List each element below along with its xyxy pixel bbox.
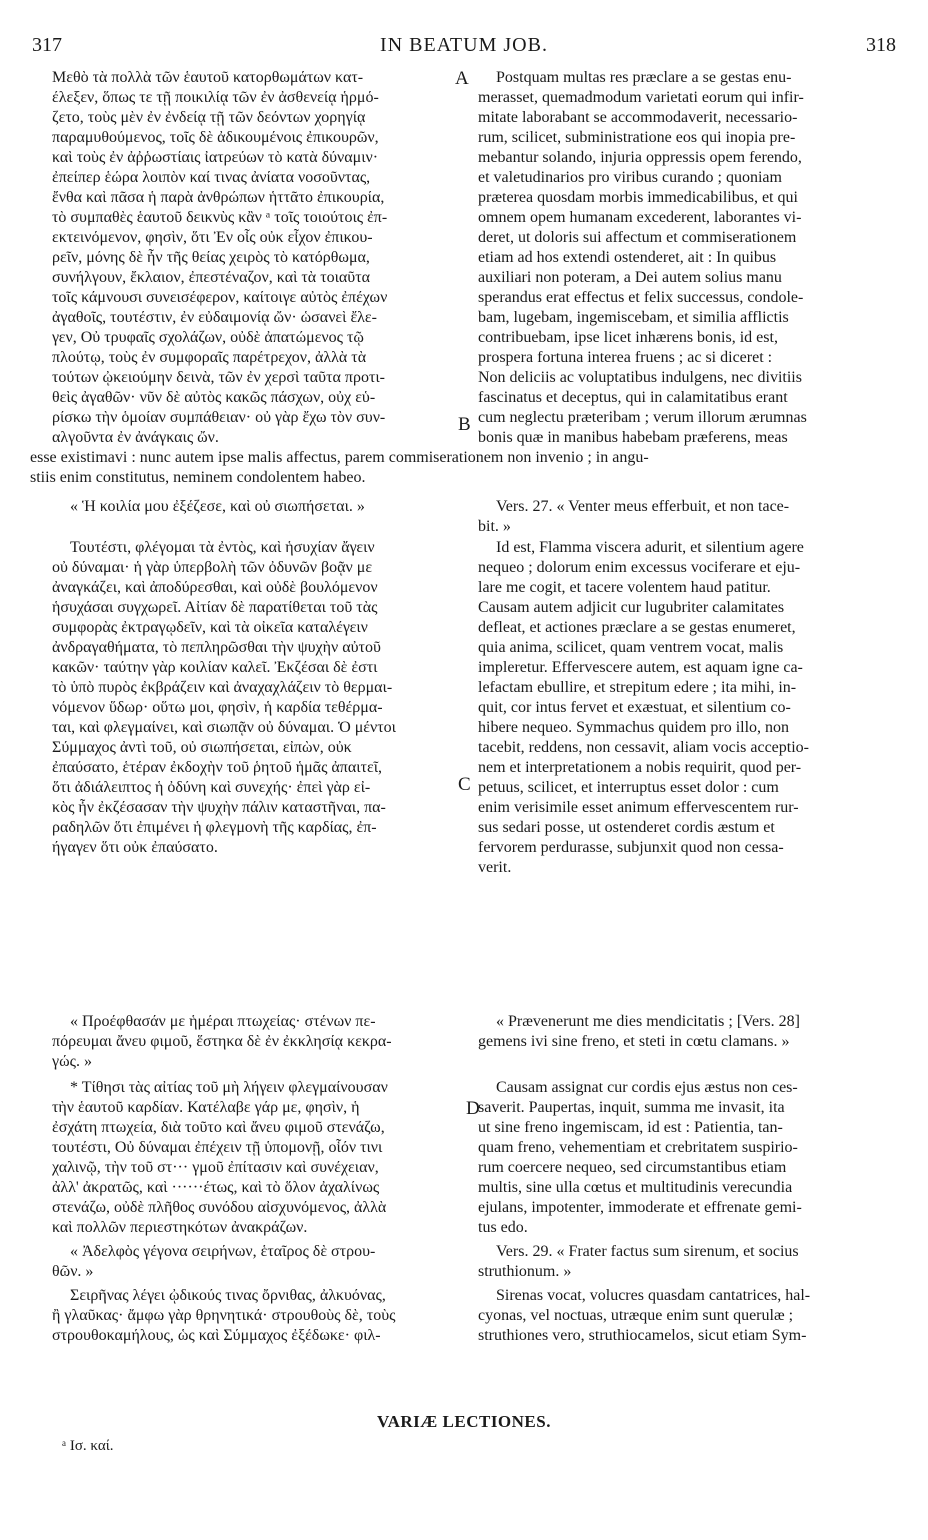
latin-line: nem et interpretationem a nobis requirit, quod per- — [478, 759, 802, 776]
latin-line: quam freno, vehementiam et crebritatem suspirio- — [478, 1139, 798, 1156]
verse-greek-line: « Προέφθασάν με ἡμέραι πτωχείας· στένων πε- — [70, 1013, 376, 1030]
margin-letter-a: A — [455, 68, 469, 89]
latin-column-4 — [478, 1286, 898, 1346]
latin-line: Sirenas vocat, volucres quasdam cantatrices, hal- — [496, 1287, 811, 1304]
latin-line: quit, cor intus fervet et exæstuat, et silentium co- — [478, 699, 791, 716]
latin-line: sus sedari posse, ut ostenderet cordis æstum et — [478, 819, 775, 836]
latin-line: mitate laborabant se accommodaverit, necessario- — [478, 109, 798, 126]
greek-line: πλούτῳ, τοὺς ἐν συμφοραῖς παρέτρεχον, ἀλλὰ τὰ — [52, 349, 367, 366]
latin-line: rum coercere nequeo, sed circumstantibus etiam — [478, 1159, 787, 1176]
latin-line: Non deliciis ac voluptatibus indulgens, nec divitiis — [478, 369, 802, 386]
variae-lectiones-heading: VARIÆ LECTIONES. — [377, 1412, 551, 1431]
greek-column-1 — [52, 68, 456, 448]
verse-27-greek — [52, 497, 456, 517]
latin-line: lefactam ebullire, et strepitum edere ; ita mihi, in- — [478, 679, 797, 696]
latin-line: prospera fortuna interea fruens ; ac si diceret : — [478, 349, 773, 366]
latin-line: rum, scilicet, subministratione eos qui inopia pre- — [478, 129, 796, 146]
greek-column-3 — [52, 1078, 456, 1238]
greek-line: τὸ ὑπὸ πυρὸς ἐκβράζειν καὶ ἀναχαχλάζειν τὸ θερμαι- — [52, 679, 393, 696]
verse-greek-line: γώς. » — [52, 1053, 92, 1070]
greek-line: ἐπείπερ ἑώρα λοιπὸν καί τινας ἀνίατα νοσοῦντας, — [52, 169, 371, 186]
latin-line: deret, ut doloris sui affectum et commiserationem — [478, 229, 797, 246]
latin-line: lare me cogit, et tacere volentem haud patitur. — [478, 579, 771, 596]
running-title: IN BEATUM JOB. — [380, 34, 548, 56]
greek-line: ἔνθα καὶ πᾶσα ἡ παρὰ ἀνθρώπων ἡττᾶτο ἐπικουρία, — [52, 189, 385, 206]
latin-line: præterea quosdam morbis immedicabilibus, et qui — [478, 189, 798, 206]
greek-line: καὶ τοὺς ἐν ἀῤῥωστίαις ἰατρεύων τὸ κατὰ δύναμιν· — [52, 149, 379, 166]
greek-line: ὅτι ἀδιάλειπτος ἡ ὀδύνη καὶ συνεχής· ἐπεὶ γὰρ εἰ- — [52, 779, 371, 796]
latin-line: multis, sine ulla cœtus et multitudinis verecundia — [478, 1179, 793, 1196]
greek-line: ζετο, τοὺς μὲν ἐν ἐνδείᾳ τῇ τῶν δεόντων χορηγίᾳ — [52, 109, 366, 126]
verse-28-greek — [52, 1012, 456, 1072]
verse-latin-line: struthionum. » — [478, 1263, 572, 1280]
greek-line: Τουτέστι, φλέγομαι τὰ ἐντὸς, καὶ ἡσυχίαν ἄγειν — [70, 539, 375, 556]
greek-line: τὴν ἑαυτοῦ καρδίαν. Κατέλαβε γάρ με, φησὶν, ἡ — [52, 1099, 360, 1116]
greek-line: Σειρῆνας λέγει ᾠδικούς τινας ὄρνιθας, ἀλκυόνας, — [70, 1287, 386, 1304]
page-number-right: 318 — [866, 34, 896, 56]
latin-line: impleretur. Effervescere autem, est aquam igne ca- — [478, 659, 803, 676]
latin-line: Postquam multas res præclare a se gestas enu- — [496, 69, 792, 86]
greek-line: κὸς ἦν ἐκζέσασαν τὴν ψυχὴν πάλιν καταστῆναι, πα- — [52, 799, 386, 816]
verse-latin-line: Vers. 29. « Frater factus sum sirenum, et socius — [496, 1243, 799, 1260]
latin-line: bam, lugebam, ingemiscebam, et similia afflictis — [478, 309, 789, 326]
latin-line: ut sine freno ingemiscam, id est : Patientia, tan- — [478, 1119, 783, 1136]
greek-line: οὐ δύναμαι· ἡ γὰρ ὑπερβολὴ τῶν ὀδυνῶν βοᾷν με — [52, 559, 373, 576]
greek-line: ἐπαύσατο, ἑτέραν ἐκδοχὴν τοῦ ῥητοῦ ἡμᾶς ἀπαιτεῖ, — [52, 759, 382, 776]
latin-column-2 — [478, 538, 898, 878]
latin-line: hibere nequeo. Symmachus quidem pro illo, non — [478, 719, 790, 736]
latin-line: nequeo ; dolorum enim excessus vociferare et eju- — [478, 559, 801, 576]
latin-line: merasset, quemadmodum varietati eorum qui infir- — [478, 89, 804, 106]
greek-column-4 — [52, 1286, 456, 1346]
greek-line: ήγαγεν ὅτι οὐκ ἐπαύσατο. — [52, 839, 218, 856]
greek-line: τούτων ᾠκειούμην δεινὰ, τῶν ἐν χερσὶ ταῦτα προτι- — [52, 369, 385, 386]
verse-greek-line: « Ἡ κοιλία μου ἐξέζεσε, καὶ οὐ σιωπήσεται. » — [70, 498, 365, 515]
margin-letter-b: B — [458, 414, 471, 435]
full-width-text — [30, 448, 900, 488]
latin-line: bonis quæ in manibus habebam præferens, meas — [478, 429, 788, 446]
verse-27-latin — [478, 497, 898, 537]
greek-line: στενάζω, οὐδὲ πλῆθος συνόδου αἰσχυνόμενος, ἀλλὰ — [52, 1199, 387, 1216]
latin-line: Id est, Flamma viscera adurit, et silentium agere — [496, 539, 804, 556]
greek-line: αλγοῦντα ἐν ἀνάγκαις ὤν. — [52, 429, 219, 446]
verse-greek-line: « Ἀδελφὸς γέγονα σειρήνων, ἑταῖρος δὲ στρου- — [70, 1243, 376, 1260]
page-number-left: 317 — [32, 34, 62, 56]
verse-29-greek — [52, 1242, 456, 1282]
latin-line: ejulans, impotenter, immoderate et effrenate gemi- — [478, 1199, 802, 1216]
latin-line: fervorem perdurasse, subjunxit quod non cessa- — [478, 839, 784, 856]
greek-line: ἀλλ' ἀκρατῶς, καὶ ······έτως, καὶ τὸ ὅλον ἀχαλίνως — [52, 1179, 380, 1196]
greek-line: γεν, Οὐ τρυφαῖς σχολάζων, οὐδὲ ἀπατώμενος τῷ — [52, 329, 364, 346]
greek-line: Σύμμαχος ἀντὶ τοῦ, οὐ σιωπήσεται, εἰπὼν, οὐκ — [52, 739, 352, 756]
greek-line: ἀναγκάζει, καὶ ἀποδύρεσθαι, καὶ οὐδὲ βουλόμενον — [52, 579, 378, 596]
latin-line: petuus, scilicet, et interruptus esset dolor : cum — [478, 779, 779, 796]
latin-line: et valetudinarios pro viribus curando ; quoniam — [478, 169, 782, 186]
latin-line: defleat, et actiones præclare a se gestas enumeret, — [478, 619, 796, 636]
full-line: esse existimavi : nunc autem ipse malis affectus, parem commiserationem non invenio ; in angu- — [30, 449, 649, 466]
latin-line: saverit. Paupertas, inquit, summa me invasit, ita — [478, 1099, 785, 1116]
latin-line: Causam autem adjicit cur lugubriter calamitates — [478, 599, 785, 616]
footnote: ᵃ Ισ. καί. — [62, 1438, 114, 1454]
greek-line: ἢ γλαῦκας· ἄμφω γὰρ θρηνητικά· στρουθοὺς δὲ, τοὺς — [52, 1307, 396, 1324]
latin-line: tus edo. — [478, 1219, 528, 1236]
greek-line: τὸ συμπαθὲς ἑαυτοῦ δεικνὺς κἂν ᵃ τοῖς τοιούτοις ἐπ- — [52, 209, 388, 226]
latin-line: verit. — [478, 859, 512, 876]
greek-line: χαλινῷ, τὴν τοῦ στ··· γμοῦ ἐπίτασιν καὶ συνέχειαν, — [52, 1159, 379, 1176]
greek-line: νόμενον ὕδωρ· οὕτω μοι, φησὶν, ἡ καρδία τεθέρμα- — [52, 699, 383, 716]
latin-column-1 — [478, 68, 898, 448]
greek-column-2 — [52, 538, 456, 858]
margin-letter-c: C — [458, 774, 471, 795]
greek-line: ἀγαθοῖς, τουτέστιν, ἐν εὐδαιμονίᾳ ὤν· ὡσανεὶ ἔλε- — [52, 309, 377, 326]
verse-latin-line: Vers. 27. « Venter meus efferbuit, et non tace- — [496, 498, 790, 515]
verse-29-latin — [478, 1242, 898, 1282]
greek-line: Μεθὸ τὰ πολλὰ τῶν ἑαυτοῦ κατορθωμάτων κατ- — [52, 69, 364, 86]
latin-line: fascinatus et deceptus, qui in calamitatibus erant — [478, 389, 788, 406]
verse-28-latin — [478, 1012, 898, 1052]
greek-line: ρίσκω τὴν ὁμοίαν συμπάθειαν· οὐ γὰρ ἔχω τὸν συν- — [52, 409, 386, 426]
greek-line: ἡσυχάσαι συγχωρεῖ. Αἰτίαν δὲ παρατίθεται τοῦ τὰς — [52, 599, 378, 616]
margin-letter-d: D — [466, 1098, 480, 1119]
full-line: stiis enim constitutus, neminem condolentem habeo. — [30, 469, 366, 486]
verse-latin-line: « Prævenerunt me dies mendicitatis ; [Vers. 28] — [496, 1013, 800, 1030]
greek-line: ραδηλῶν ὅτι ἐπιμένει ἡ φλεγμονὴ τῆς καρδίας, ἐπ- — [52, 819, 377, 836]
latin-column-3 — [478, 1078, 898, 1238]
latin-line: etiam ad hos extendi ostenderet, ait : In quibus — [478, 249, 777, 266]
latin-line: struthiones vero, struthiocamelos, sicut etiam Sym- — [478, 1327, 807, 1344]
latin-line: Causam assignat cur cordis ejus æstus non ces- — [496, 1079, 798, 1096]
latin-line: enim verisimile esset animum effervescentem rur- — [478, 799, 799, 816]
latin-line: tacebit, reddens, non cessavit, aliam vocis acceptio- — [478, 739, 809, 756]
greek-line: τοῖς κάμνουσι συνεισέφερον, καίτοιγε αὐτὸς ἐπέχων — [52, 289, 388, 306]
greek-line: συμφορὰς ἐκτραγῳδεῖν, καὶ τὰ οἰκεῖα καταλέγειν — [52, 619, 368, 636]
verse-greek-line: πόρευμαι ἄνευ φιμοῦ, ἕστηκα δὲ ἐν ἐκκλησίᾳ κεκρα- — [52, 1033, 392, 1050]
greek-line: θεὶς ἀγαθῶν· νῦν δὲ αὐτὸς κακῶς πάσχων, οὐχ εὑ- — [52, 389, 376, 406]
greek-line: * Τίθησι τὰς αἰτίας τοῦ μὴ λήγειν φλεγμαίνουσαν — [70, 1079, 388, 1096]
verse-latin-line: bit. » — [478, 518, 511, 535]
greek-line: ρεῖν, μόνης δὲ ἦν τῆς θείας χειρὸς τὸ κατόρθωμα, — [52, 249, 370, 266]
greek-line: κακῶν· ταύτην γὰρ κοιλίαν καλεῖ. Ἐκζέσαι δὲ ἐστι — [52, 659, 378, 676]
page-header — [32, 34, 896, 60]
latin-line: mebantur solando, injuria oppressis opem ferendo, — [478, 149, 802, 166]
latin-line: sperandus erat effectus et felix successus, condole- — [478, 289, 804, 306]
greek-line: ἀνδραγαθήματα, τὸ πεπληρῶσθαι τὴν ψυχὴν αὐτοῦ — [52, 639, 381, 656]
greek-line: καὶ πολλῶν περιεστηκότων ἀνακράζων. — [52, 1219, 308, 1236]
latin-line: omnem opem humanam excederent, laborantes vi- — [478, 209, 802, 226]
greek-line: ἐσχάτη πτωχεία, διὰ τοῦτο καὶ ἄνευ φιμοῦ στενάζω, — [52, 1119, 385, 1136]
latin-line: cyonas, vel noctuas, utræque enim sunt querulæ ; — [478, 1307, 794, 1324]
latin-line: quia anima, scilicet, quam ventrem vocat, malis — [478, 639, 784, 656]
greek-line: στρουθοκαμήλους, ὡς καὶ Σύμμαχος ἐξέδωκε· φιλ- — [52, 1327, 381, 1344]
latin-line: cum neglectu præteribam ; verum illorum ærumnas — [478, 409, 807, 426]
greek-line: έλεξεν, ὅπως τε τῇ ποικιλίᾳ τῶν ἐν ἀσθενείᾳ ἡρμό- — [52, 89, 379, 106]
greek-line: παραμυθούμενος, τοῖς δὲ ἀδικουμένοις ἐπικουρῶν, — [52, 129, 379, 146]
verse-latin-line: gemens ivi sine freno, et steti in cœtu clamans. » — [478, 1033, 790, 1050]
greek-line: τουτέστι, Οὐ δύναμαι ἐπέχειν τῇ ὑπομονῇ, οἷόν τινι — [52, 1139, 383, 1156]
verse-greek-line: θῶν. » — [52, 1263, 94, 1280]
greek-line: ται, καὶ φλεγμαίνει, καὶ σιωπᾷν οὐ δύναμαι. Ὁ μέντοι — [52, 719, 396, 736]
greek-line: εκτεινόμενον, φησὶν, ὅτι Ἐν οἷς οὐκ εἶχον ἐπικου- — [52, 229, 373, 246]
latin-line: contribuebam, ipse licet inhærens bonis, id est, — [478, 329, 778, 346]
latin-line: auxiliari non poteram, a Dei autem solius manu — [478, 269, 782, 286]
greek-line: συνήλγουν, ἔκλαιον, ἐπεστέναζον, καὶ τὰ τοιαῦτα — [52, 269, 371, 286]
